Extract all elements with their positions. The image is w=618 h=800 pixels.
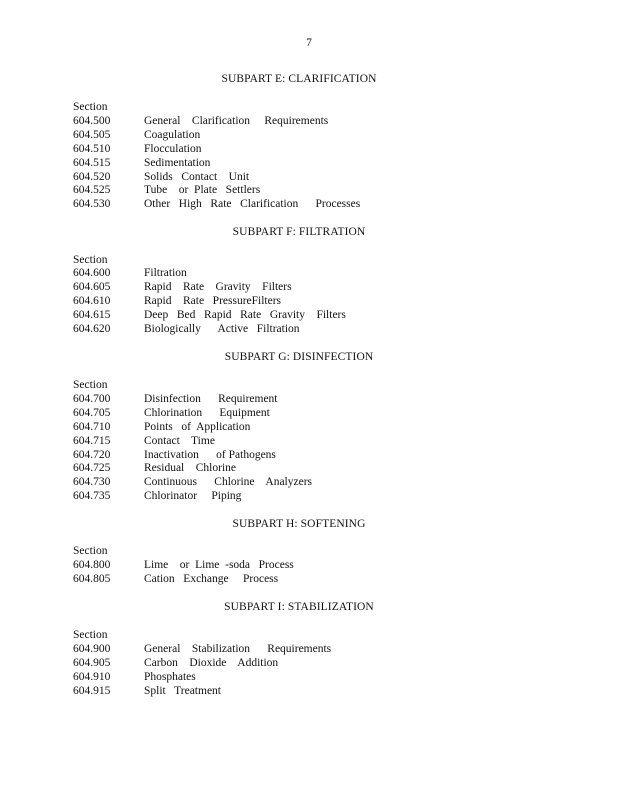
list-item bbox=[73, 393, 573, 407]
list-item bbox=[73, 198, 573, 212]
list-item bbox=[73, 171, 573, 185]
list-item bbox=[73, 685, 573, 699]
list-item bbox=[73, 671, 573, 685]
section-title: Residual Chlorine bbox=[144, 462, 236, 475]
section-title: General Clarification Requirements bbox=[144, 115, 329, 127]
subpart-e-heading: SUBPART E: CLARIFICATION bbox=[221, 73, 377, 85]
section-title: Other High Rate Clarification Processes bbox=[144, 198, 361, 211]
list-item bbox=[73, 449, 573, 463]
section-title: Lime or Lime -soda Process bbox=[144, 559, 294, 571]
section-number: 604.530 bbox=[73, 198, 111, 211]
subpart-g-heading: SUBPART G: DISINFECTION bbox=[224, 351, 374, 363]
list-item bbox=[73, 267, 573, 281]
section-title: Coagulation bbox=[144, 128, 201, 141]
section-title: Contact Time bbox=[144, 434, 215, 447]
section-title: Rapid Rate Gravity Filters bbox=[144, 280, 292, 293]
section-number: 604.730 bbox=[73, 476, 111, 489]
section-number: 604.510 bbox=[73, 142, 111, 155]
list-item bbox=[73, 643, 573, 657]
section-title: Points of Application bbox=[144, 420, 251, 433]
section-title: Cation Exchange Process bbox=[144, 572, 279, 585]
subpart-f-entries bbox=[73, 267, 573, 336]
list-item bbox=[73, 309, 573, 323]
section-number: 604.610 bbox=[73, 294, 111, 307]
list-item bbox=[73, 281, 573, 295]
section-number: 604.705 bbox=[73, 406, 111, 419]
section-title: Filtration bbox=[144, 267, 187, 279]
list-item bbox=[73, 490, 573, 504]
section-number: 604.800 bbox=[73, 559, 111, 571]
section-title: Biologically Active Filtration bbox=[144, 322, 300, 335]
subpart-f-section-label: Section bbox=[73, 254, 108, 266]
section-title: Deep Bed Rapid Rate Gravity Filters bbox=[144, 308, 346, 321]
section-title: Flocculation bbox=[144, 142, 202, 155]
subpart-i-entries bbox=[73, 643, 573, 699]
list-item bbox=[73, 184, 573, 198]
section-number: 604.620 bbox=[73, 322, 111, 335]
section-title: Split Treatment bbox=[144, 684, 221, 697]
section-number: 604.515 bbox=[73, 156, 111, 169]
section-number: 604.910 bbox=[73, 670, 111, 683]
section-number: 604.500 bbox=[73, 115, 111, 127]
section-number: 604.520 bbox=[73, 170, 111, 183]
section-title: Solids Contact Unit bbox=[144, 170, 250, 183]
section-title: Continuous Chlorine Analyzers bbox=[144, 476, 313, 489]
list-item bbox=[73, 295, 573, 309]
section-number: 604.715 bbox=[73, 434, 111, 447]
section-number: 604.710 bbox=[73, 420, 111, 433]
list-item bbox=[73, 559, 573, 573]
subpart-h-entries bbox=[73, 559, 573, 587]
list-item bbox=[73, 573, 573, 587]
section-number: 604.615 bbox=[73, 308, 111, 321]
subpart-g-section-label: Section bbox=[73, 379, 108, 391]
section-title: Chlorinator Piping bbox=[144, 490, 242, 503]
list-item bbox=[73, 421, 573, 435]
section-title: Sedimentation bbox=[144, 156, 211, 169]
section-title: Carbon Dioxide Addition bbox=[144, 656, 279, 669]
section-title: Rapid Rate PressureFilters bbox=[144, 294, 282, 307]
subpart-e-entries bbox=[73, 115, 573, 212]
subpart-g-entries bbox=[73, 393, 573, 504]
section-number: 604.600 bbox=[73, 267, 111, 279]
section-number: 604.900 bbox=[73, 643, 111, 655]
section-number: 604.505 bbox=[73, 128, 111, 141]
section-number: 604.805 bbox=[73, 572, 111, 585]
section-number: 604.915 bbox=[73, 684, 111, 697]
list-item bbox=[73, 115, 573, 129]
list-item bbox=[73, 462, 573, 476]
section-number: 604.525 bbox=[73, 184, 111, 197]
section-title: Chlorination Equipment bbox=[144, 406, 270, 419]
section-number: 604.905 bbox=[73, 656, 111, 669]
subpart-f-heading: SUBPART F: FILTRATION bbox=[232, 226, 366, 238]
subpart-h-heading: SUBPART H: SOFTENING bbox=[232, 518, 366, 530]
list-item bbox=[73, 476, 573, 490]
list-item bbox=[73, 157, 573, 171]
subpart-i-section-label: Section bbox=[73, 629, 108, 641]
section-number: 604.605 bbox=[73, 280, 111, 293]
list-item bbox=[73, 657, 573, 671]
section-number: 604.720 bbox=[73, 448, 111, 461]
section-title: Phosphates bbox=[144, 670, 196, 683]
section-number: 604.725 bbox=[73, 462, 111, 475]
section-title: General Stabilization Requirements bbox=[144, 643, 332, 655]
section-title: Disinfection Requirement bbox=[144, 393, 278, 405]
section-number: 604.735 bbox=[73, 490, 111, 503]
list-item bbox=[73, 143, 573, 157]
section-title: Tube or Plate Settlers bbox=[144, 184, 261, 197]
subpart-h-section-label: Section bbox=[73, 545, 108, 557]
subpart-e-section-label: Section bbox=[73, 101, 108, 113]
list-item bbox=[73, 323, 573, 337]
list-item bbox=[73, 129, 573, 143]
list-item bbox=[73, 407, 573, 421]
list-item bbox=[73, 435, 573, 449]
page-number: 7 bbox=[306, 37, 312, 49]
subpart-i-heading: SUBPART I: STABILIZATION bbox=[224, 601, 374, 613]
section-title: Inactivation of Pathogens bbox=[144, 448, 276, 461]
section-number: 604.700 bbox=[73, 393, 111, 405]
